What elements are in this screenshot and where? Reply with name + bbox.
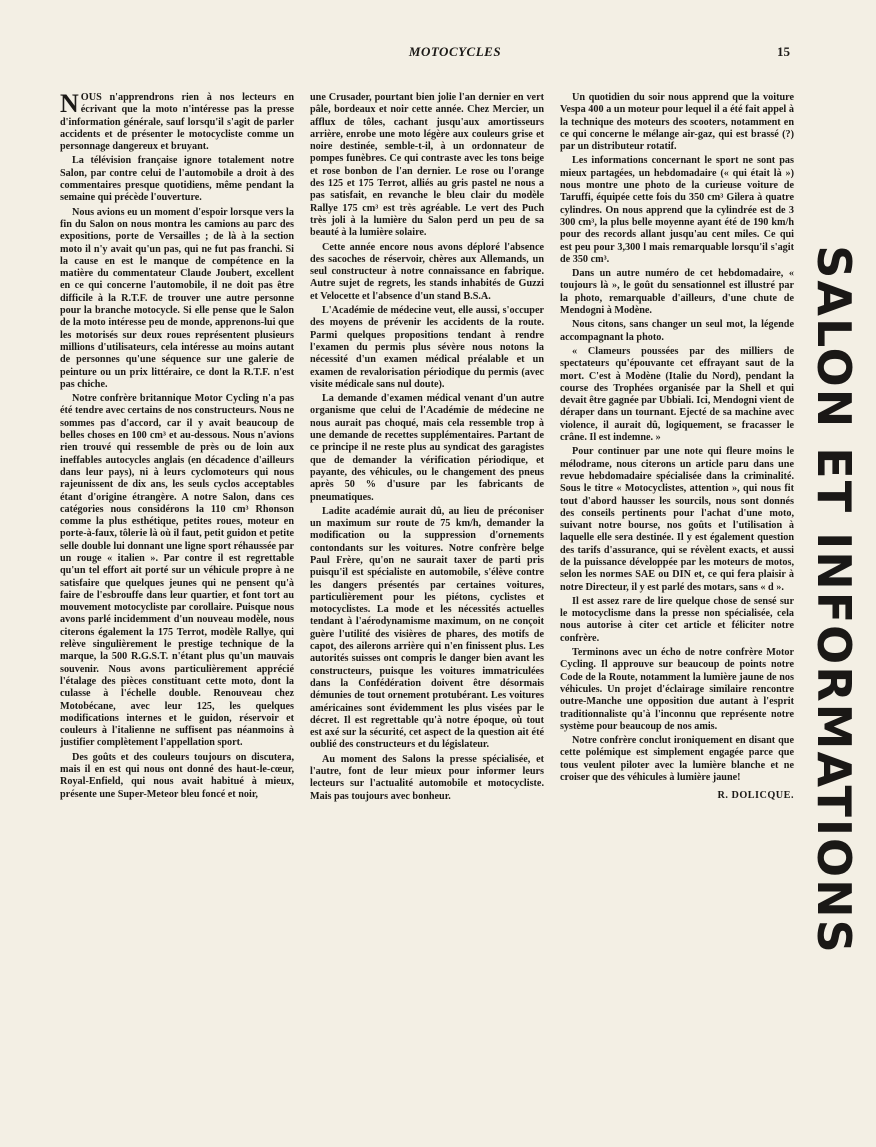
article-column-2 xyxy=(310,92,544,1072)
paragraph: Il est assez rare de lire quelque chose de sensé sur le motocyclisme dans la presse non spécialisée, cela nous autorise à citer cet article et féliciter notre confrère. xyxy=(560,595,794,644)
paragraph: La télévision française ignore totalement notre Salon, par contre celui de l'automobile a droit à des commentaires presque quotidiens, même pendant la semaine qui précède l'ouverture. xyxy=(60,155,294,204)
paragraph: Dans un autre numéro de cet hebdomadaire, « toujours là », le goût du sensationnel est illustré par la photo, remarquable d'ailleurs, d'une chute de Mendogni à Modène. xyxy=(560,268,794,317)
article-column-3 xyxy=(560,92,794,1072)
paragraph: une Crusader, pourtant bien jolie l'an dernier en vert pâle, bordeaux et noir cette année. Chez Mercier, un afflux de tôles, cachant jusqu'aux amortisseurs arrière, enrobe une moto légère aux couleurs grise et noire destinée, semble-t-il, à un ordonnateur de pompes funèbres. Ce qui contraste avec les tons beige et rose bonbon de l'an dernier. Le rose ou l'orange des 125 et 175 Terrot, alliés au gris pastel ne nous a pas satisfait, en revanche le bleu clair du modèle Rallye 175 cm³ est très agréable. Le vert des Puch très joli à la lumière du Salon perd un peu de sa beauté à la lumière solaire. xyxy=(310,92,544,239)
paragraph: Au moment des Salons la presse spécialisée, et l'autre, font de leur mieux pour informer leurs lecteurs sur l'actualité automobile et motocycliste. Mais pas toujours avec bonheur. xyxy=(310,753,544,802)
article-column-1 xyxy=(60,92,294,1072)
drop-cap: N xyxy=(60,92,79,118)
side-title-svg xyxy=(796,40,866,1100)
paragraph: Cette année encore nous avons déploré l'absence des sacoches de réservoir, chères aux Allemands, un seul constructeur à notre connaissance en fabrique. Autre sujet de regrets, les stands inhabités de Guzzi et Velocette et l'absence d'un stand B.S.A. xyxy=(310,241,544,302)
paragraph: L'Académie de médecine veut, elle aussi, s'occuper des moyens de prévenir les accidents de la route. Parmi quelques propositions tendant à rendre l'examen du permis plus sévère nous notons la nécessité d'un examen médical préalable et un examen de revalorisation périodique du permis (avec visite médicale sans nul doute). xyxy=(310,305,544,390)
page-header xyxy=(60,44,790,68)
paragraph: Des goûts et des couleurs toujours on discutera, mais il en est qui nous ont donné des haut-le-cœur, Royal-Enfield, qui nous avait habitué à mieux, présente une Super-Meteor bleu foncé et noir, xyxy=(60,751,294,800)
author-signature: R. DOLICQUE. xyxy=(717,790,794,802)
paragraph: Les informations concernant le sport ne sont pas mieux partagées, un hebdomadaire (« qui était là ») nous montre une photo de la curieuse voiture de Taruffi, équipée cette fois du 350 cm³ Gilera à quatre cylindres. On nous apprend que la cylindrée est de 3 300 cm³, la plus belle moyenne ayant été de 190 km/h pour des records allant jusqu'au cent miles. Ce qui est peu pour 3,300 l mais remarquable lorsqu'il s'agit de 350 cm³. xyxy=(560,155,794,265)
paragraph: Un quotidien du soir nous apprend que la voiture Vespa 400 a un moteur pour lequel il a été fait appel à la technique des moteurs des scooters, notamment en ce qui concerne le mélange air-gaz, qui est brassé (?) par un distributeur rotatif. xyxy=(560,92,794,153)
paragraph: Ladite académie aurait dû, au lieu de préconiser un maximum sur route de 75 km/h, demander la modification ou la suppression d'ornements contondants sur les voitures. Notre confrère belge Paul Frère, qu'on ne saurait taxer de parti pris puisqu'il est spécialiste en automobile, s'élève contre les dangers présentés par certaines voitures, particulièrement pour les piétons, cyclistes et motocyclistes. La mode et les nécessités actuelles tendant à l'aérodynamisme maximum, on ne conçoit guère l'utilité des visières de phares, des motifs de capot, des ailerons arrière qui n'en finissent plus. Les autorités suisses ont compris le danger bien avant les constructeurs, puisque les voitures immatriculées dans la Confédération doivent être désormais démunies de tout ornement protubérant. Les voitures américaines sont évidemment les plus visées par le décret. Il est regrettable qu'à notre époque, où tout est axé sur la sécurité, cet aspect de la question ait été oublié des constructeurs et du législateur. xyxy=(310,505,544,751)
paragraph: Pour continuer par une note qui fleure moins le mélodrame, nous citerons un article paru dans une revue hebdomadaire spécialisée dans la criminalité. Sous le titre « Motocyclistes, attention », qui nous fit tout d'abord hausser les sourcils, nous sont donnés des conseils pertinents pour l'achat d'une moto, suivant notre bourse, nos goûts et l'utilisation à laquelle elle sera destinée. Il y est également question des tarifs d'assurance, qui se révèlent exacts, et aussi de la puissance développée par les moteurs de motos, selon les normes SAE ou DIN et, ce qui fera plaisir à notre Directeur, il y est parlé des motars, sans « d ». xyxy=(560,446,794,593)
paragraph: Notre confrère conclut ironiquement en disant que cette polémique est simplement engagée parce que tous veulent piloter avec la lumière blanche et ne croiser que des véhicules à lumière jaune! xyxy=(560,735,794,784)
paragraph: NOUS n'apprendrons rien à nos lecteurs en écrivant que la moto n'intéresse pas la presse d'information générale, sauf lorsqu'il s'agit de parler accidents et de présenter le motocycliste comme un personnage dangereux et bruyant. xyxy=(60,92,294,153)
paragraph: Terminons avec un écho de notre confrère Motor Cycling. Il approuve sur beaucoup de points notre Code de la Route, notamment la lumière jaune de nos véhicules. Un projet d'éclairage similaire rencontre outre-Manche une opposition due autant à l'esprit traditionnaliste qu'à l'inconnu que représente notre système pour beaucoup de nos amis. xyxy=(560,647,794,732)
paragraph: Notre confrère britannique Motor Cycling n'a pas été tendre avec certains de nos constructeurs. Nous ne sommes pas d'accord, car il y avait beaucoup de belles choses en 100 cm³ et au-dessous. Nous n'avions rien trouvé qui ressemble de près ou de loin aux ineffables autocycles anglais (en décadence d'ailleurs dans leur pays), ni à leurs cyclomoteurs qui nous rajeunissent de dix ans, les seuls cyclos acceptables étant d'origine étrangère. A notre Salon, dans ces catégories nous considérons la 110 cm³ Rhonson comme la plus esthétique, petites roues, moteur en porte-à-faux, tôlerie là où il faut, petit guidon et petite selle double lui donnant une ligne sport réhaussée par un rouge « italien ». Par contre il est regrettable qu'un tel effort ait porté sur un véhicule propre à ne satisfaire que quelques jeunes qui ne pensent qu'à faire de l'esbrouffe dans leur quartier, et font tort au mouvement motocycliste par corollaire. Puisque nous avons parlé incidemment d'un nouveau modèle, nous citerons également la 175 Terrot, modèle Rallye, qui relève singulièrement le prestige technique de la marque, la 500 R.G.S.T. n'étant plus qu'un mauvais souvenir. Nous avons particulièrement apprécié l'étalage des pièces constituant cette moto, dont la culasse à l'échelle double. Renouveau chez Motobécane, avec leur 125, les quelques modifications internes et le guidon, réservoir et couleurs à l'italienne ne suffisent pas néanmoins à justifier complètement l'appellation sport. xyxy=(60,393,294,749)
side-section-title xyxy=(796,40,866,1100)
running-title: MOTOCYCLES xyxy=(408,44,502,59)
page-number: 15 xyxy=(777,44,790,59)
side-title-text: SALON ET INFORMATIONS xyxy=(807,245,861,955)
paragraph: La demande d'examen médical venant d'un autre organisme que celui de l'Académie de médecine ne nous aurait pas choqué, mais cela ressemble trop à une demande de recettes supplémentaires. Partant de ce principe il ne reste plus au syndicat des garagistes que de demander la vérification périodique, et payante, des véhicules, ou le changement des pneus après 50 % d'usure par les fabricants de pneumatiques. xyxy=(310,393,544,503)
paragraph: Nous citons, sans changer un seul mot, la légende accompagnant la photo. xyxy=(560,319,794,343)
paragraph: « Clameurs poussées par des milliers de spectateurs qu'épouvante cet effrayant saut de la mort. C'est à Modène (Italie du Nord), pendant la course des Trophées organisée par la Shell et qui devait être gagnée par Ubbiali. Ici, Mendogni vient de déraper dans un tournant. Ejecté de sa machine avec violence, il aurait dû, logiquement, se fracasser le crâne. Il est indemne. » xyxy=(560,345,794,444)
paragraph: Nous avions eu un moment d'espoir lorsque vers la fin du Salon on nous montra les camions au parc des expositions, porte de Versailles ; de là à la section moto il n'y avait qu'un pas, qui ne fut pas franchi. Si la cause en est le manque de compétence en la matière du commentateur Claude Joubert, excellent en ce qui concerne l'automobile, il ne doit pas être difficile à la R.T.F. de trouver une autre personne pour la branche motocycle. Si elle pense que le Salon de la moto intéresse peu de monde, apprenons-lui que les motorisés sur deux roues représentent plusieurs millions d'utilisateurs, cela intéresse au moins autant de personnes qu'une séquence sur une galerie de peinture ou un prix littéraire, ce dont la R.T.F. n'est pas chiche. xyxy=(60,206,294,390)
